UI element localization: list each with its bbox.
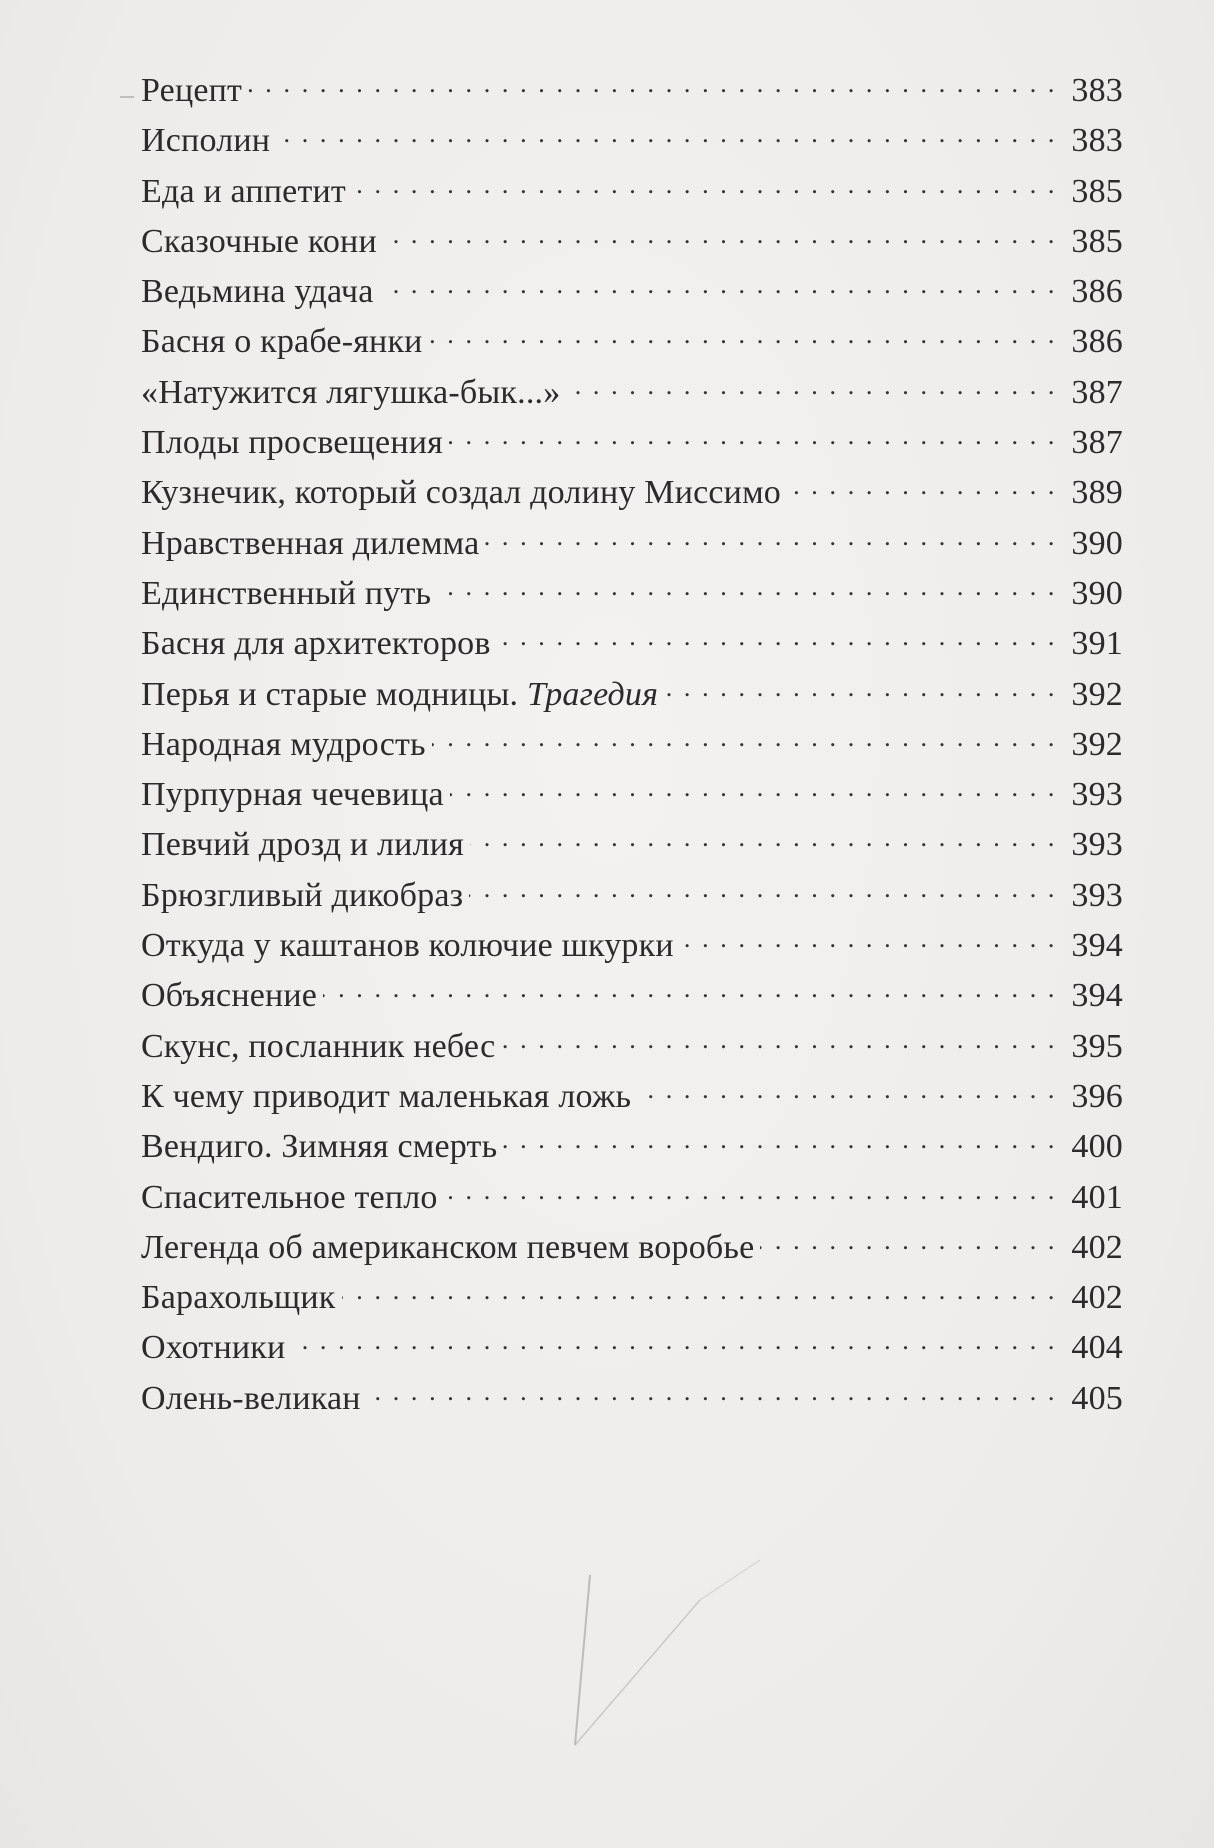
toc-entry — [141, 871, 1123, 921]
dot-leader — [680, 922, 1057, 956]
toc-entry-title: Единственный путь — [141, 574, 432, 612]
toc-entry-page: 395 — [1071, 1027, 1123, 1065]
toc-entry-title: Сказочные кони — [141, 222, 377, 260]
toc-entry-page: 391 — [1071, 625, 1123, 663]
toc-entry — [141, 1273, 1123, 1323]
dot-leader — [637, 1073, 1057, 1107]
toc-entry-title: Ведьмина удача — [141, 273, 374, 311]
dot-leader — [469, 872, 1057, 906]
toc-entry — [141, 1022, 1123, 1072]
toc-entry-title: Объяснение — [141, 977, 318, 1015]
toc-entry-page: 400 — [1071, 1128, 1123, 1166]
toc-entry-page: 393 — [1071, 876, 1123, 914]
toc-entry-page: 390 — [1071, 524, 1123, 562]
dot-leader — [566, 369, 1057, 403]
toc-entry-title: Певчий дрозд и лилия — [141, 826, 464, 864]
toc-entry-title: Олень-великан — [141, 1379, 361, 1417]
toc-entry-title: Спасительное тепло — [141, 1178, 438, 1216]
dot-leader — [383, 218, 1057, 252]
toc-entry-title: К чему приводит маленькая ложь — [141, 1077, 632, 1115]
dot-leader — [432, 721, 1057, 755]
toc-entry-page: 393 — [1071, 776, 1123, 814]
dot-leader — [444, 1174, 1057, 1208]
dot-leader — [437, 570, 1057, 604]
toc-entry-title: Еда и аппетит — [141, 172, 346, 210]
toc-entry-page: 394 — [1071, 927, 1123, 965]
toc-entry-page: 386 — [1071, 323, 1123, 361]
toc-entry-page: 401 — [1071, 1178, 1123, 1216]
toc-entry-page: 389 — [1071, 474, 1123, 512]
toc-entry — [141, 66, 1123, 116]
toc-entry-page: 386 — [1071, 273, 1123, 311]
toc-entry-title: Барахольщик — [141, 1279, 336, 1317]
toc-entry-title: Легенда об американском певчем воробье — [141, 1228, 755, 1266]
toc-entry — [141, 820, 1123, 870]
dot-leader — [342, 1274, 1057, 1308]
toc-entry — [141, 619, 1123, 669]
dot-leader — [450, 771, 1057, 805]
toc-entry-title: Плоды просвещения — [141, 424, 443, 462]
toc-entry-page: 405 — [1071, 1379, 1123, 1417]
toc-entry — [141, 1173, 1123, 1223]
toc-entry-title: Брюзгливый дикобраз — [141, 876, 464, 914]
dot-leader — [323, 972, 1057, 1006]
toc-entry-page: 404 — [1071, 1329, 1123, 1367]
toc-entry-title: Пурпурная чечевица — [141, 776, 444, 814]
dot-leader — [248, 67, 1057, 101]
toc-entry-page: 383 — [1071, 72, 1123, 109]
dot-leader — [449, 419, 1057, 453]
table-of-contents — [141, 66, 1123, 1424]
toc-entry-title: Басня для архитекторов — [141, 625, 491, 663]
toc-entry — [141, 519, 1123, 569]
toc-entry-page: 383 — [1071, 122, 1123, 160]
dot-leader — [380, 268, 1058, 302]
dot-leader — [503, 1123, 1057, 1157]
dot-leader — [497, 620, 1057, 654]
toc-entry — [141, 116, 1123, 166]
dot-leader — [470, 821, 1057, 855]
toc-entry — [141, 1323, 1123, 1373]
toc-entry-page: 402 — [1071, 1279, 1123, 1317]
dot-leader — [367, 1375, 1057, 1409]
toc-entry-page: 385 — [1071, 172, 1123, 210]
dot-leader — [787, 469, 1057, 503]
toc-entry-page: 392 — [1071, 675, 1123, 713]
toc-entry — [141, 971, 1123, 1021]
toc-entry-title: Нравственная дилемма — [141, 524, 480, 562]
toc-entry — [141, 921, 1123, 971]
toc-entry — [141, 267, 1123, 317]
toc-entry-page: 392 — [1071, 725, 1123, 763]
toc-entry-page: 387 — [1071, 373, 1123, 411]
toc-entry-page: 390 — [1071, 574, 1123, 612]
toc-entry-title: Вендиго. Зимняя смерть — [141, 1128, 498, 1166]
toc-entry — [141, 167, 1123, 217]
toc-entry — [141, 1374, 1123, 1424]
toc-entry-title: Перья и старые модницы. Трагедия — [141, 675, 659, 713]
dot-leader — [352, 168, 1057, 202]
toc-entry-page: 393 — [1071, 826, 1123, 864]
toc-entry — [141, 217, 1123, 267]
toc-entry — [141, 1072, 1123, 1122]
toc-entry-page: 394 — [1071, 977, 1123, 1015]
toc-entry — [141, 468, 1123, 518]
dot-leader — [276, 117, 1057, 151]
toc-entry — [141, 418, 1123, 468]
toc-entry-title: Рецепт — [141, 72, 243, 109]
toc-entry-page: 385 — [1071, 222, 1123, 260]
toc-entry — [141, 317, 1123, 367]
toc-entry-title: Скунс, посланник небес — [141, 1027, 496, 1065]
dot-leader — [501, 1023, 1057, 1057]
toc-entry-page: 396 — [1071, 1077, 1123, 1115]
toc-entry-title: Кузнечик, который создал долину Миссимо — [141, 474, 781, 512]
dot-leader — [429, 318, 1057, 352]
toc-entry — [141, 368, 1123, 418]
toc-entry-title: Охотники — [141, 1329, 286, 1367]
dot-leader — [760, 1224, 1057, 1258]
toc-entry-page: 387 — [1071, 424, 1123, 462]
toc-entry-title: Народная мудрость — [141, 725, 426, 763]
toc-entry-title: «Натужится лягушка-бык...» — [141, 373, 561, 411]
toc-entry-title: Откуда у каштанов колючие шкурки — [141, 927, 674, 965]
toc-entry — [141, 720, 1123, 770]
dot-leader — [291, 1324, 1057, 1358]
toc-entry — [141, 670, 1123, 720]
toc-entry-title: Басня о крабе-янки — [141, 323, 423, 361]
toc-entry — [141, 569, 1123, 619]
dot-leader — [485, 520, 1057, 554]
toc-entry — [141, 1122, 1123, 1172]
toc-entry — [141, 770, 1123, 820]
toc-entry-page: 402 — [1071, 1228, 1123, 1266]
toc-entry-title: Исполин — [141, 122, 271, 160]
dot-leader — [664, 671, 1057, 705]
toc-entry — [141, 1223, 1123, 1273]
